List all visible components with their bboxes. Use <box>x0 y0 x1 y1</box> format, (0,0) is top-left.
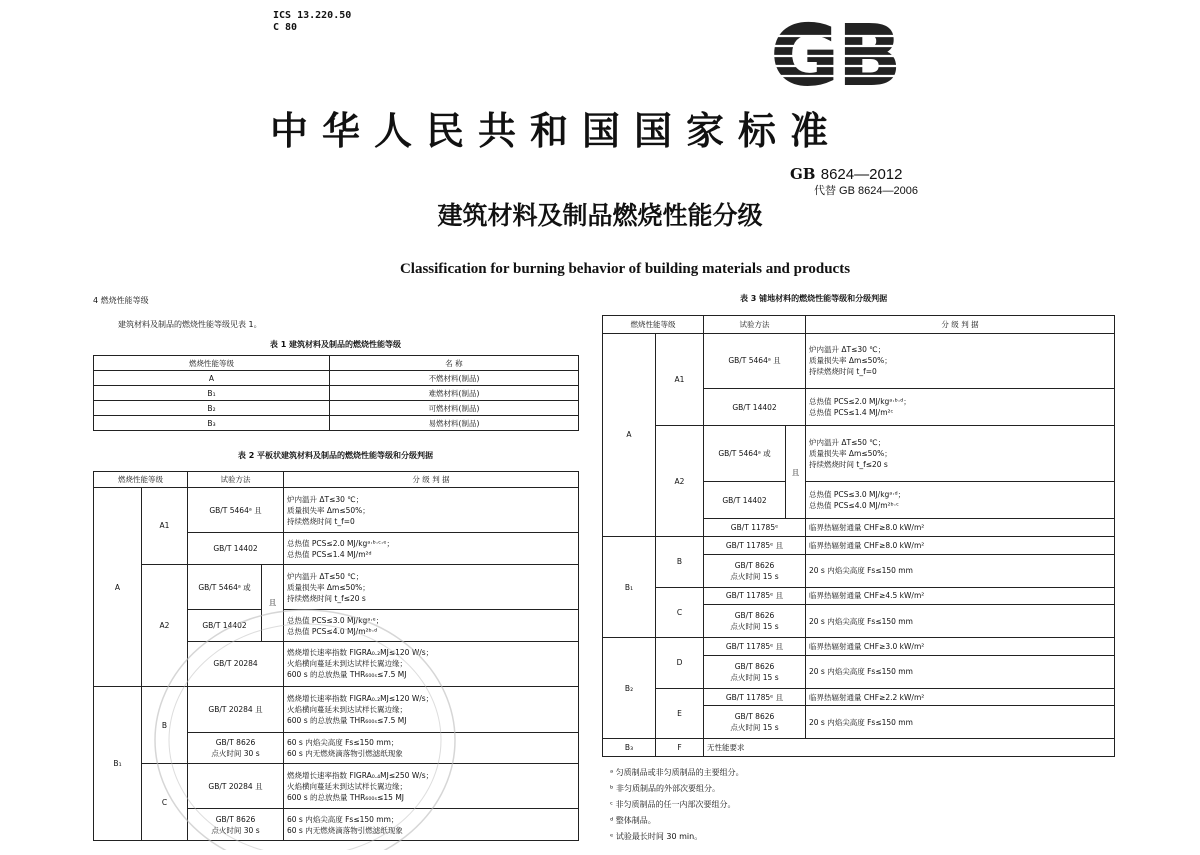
table-row <box>94 564 579 609</box>
and-cell: 且 <box>786 426 806 519</box>
footnote: ᵇ 非匀质制品的外部次要组分。 <box>610 784 720 793</box>
subgrade-cell: A2 <box>142 564 188 686</box>
footnote: ᵉ 试验最长时间 30 min。 <box>610 832 703 841</box>
table-row <box>94 764 579 809</box>
criteria-cell: 炉内温升 ΔT≤30 ℃； 质量损失率 Δm≤50%； 持续燃烧时间 t_f=0 <box>806 333 1115 389</box>
method-cell: GB/T 14402 <box>704 482 786 519</box>
table-cell: B₃ <box>94 416 330 431</box>
table-row <box>603 426 1115 482</box>
subgrade-cell: A1 <box>656 333 704 426</box>
criteria-cell: 60 s 内焰尖高度 Fs≤150 mm； 60 s 内无燃烧滴落物引燃滤纸现象 <box>284 732 579 764</box>
criteria-cell: 总热值 PCS≤2.0 MJ/kgᵃ·ᵇ·ᶜ·ᵉ； 总热值 PCS≤1.4 MJ/m²ᵈ <box>284 533 579 565</box>
gb-logo-text: GB <box>771 18 901 94</box>
subgrade-cell: B <box>656 536 704 587</box>
method-cell: GB/T 11785ᵉ 且 <box>704 688 806 706</box>
method-cell: GB/T 20284 且 <box>188 764 284 809</box>
footnote: ᶜ 非匀质制品的任一内部次要组分。 <box>610 800 736 809</box>
table3 <box>602 315 1115 757</box>
section-heading: 4 燃烧性能等级 <box>93 296 149 305</box>
method-cell: GB/T 8626 点火时间 15 s <box>704 655 806 688</box>
grade-cell: B₁ <box>603 536 656 637</box>
criteria-cell: 20 s 内焰尖高度 Fs≤150 mm <box>806 655 1115 688</box>
grade-cell: B₃ <box>603 739 656 757</box>
criteria-cell: 燃烧增长速率指数 FIGRA₀.₄MJ≤250 W/s； 火焰横向蔓延未到达试样长翼边缘； 600 s 的总放热量 THR₆₀₀ₛ≤15 MJ <box>284 764 579 809</box>
table2-caption: 表 2 平板状建筑材料及制品的燃烧性能等级和分级判据 <box>237 451 434 460</box>
grade-cell: B₁ <box>94 687 142 841</box>
table-row <box>603 638 1115 656</box>
subgrade-cell: E <box>656 688 704 739</box>
method-cell: GB/T 14402 <box>188 610 262 642</box>
criteria-cell: 总热值 PCS≤3.0 MJ/kgᵃ·ᵉ； 总热值 PCS≤4.0 MJ/m²ᵇ·ᵈ <box>284 610 579 642</box>
method-cell: GB/T 5464ᵃ 或 <box>188 564 262 609</box>
table-cell: B₁ <box>94 386 330 401</box>
method-cell: GB/T 11785ᵉ 且 <box>704 587 806 605</box>
method-cell: GB/T 5464ᵃ 或 <box>704 426 786 482</box>
grade-cell: A <box>603 333 656 536</box>
subgrade-cell: C <box>656 587 704 638</box>
table-row <box>603 536 1115 554</box>
table-cell: 易燃材料(制品) <box>330 416 579 431</box>
criteria-cell: 临界热辐射通量 CHF≥8.0 kW/m² <box>806 519 1115 537</box>
method-cell: GB/T 11785ᵉ <box>704 519 806 537</box>
method-cell: GB/T 20284 <box>188 641 284 686</box>
method-cell: GB/T 14402 <box>188 533 284 565</box>
standard-number <box>790 165 902 183</box>
subgrade-cell: A2 <box>656 426 704 536</box>
table-header-cell: 分 级 判 据 <box>284 472 579 488</box>
table-header-cell: 试验方法 <box>188 472 284 488</box>
table1 <box>93 355 579 431</box>
ccs-code: C 80 <box>273 22 298 33</box>
table-row <box>603 688 1115 706</box>
criteria-cell: 总热值 PCS≤2.0 MJ/kgᵃ·ᵇ·ᵈ； 总热值 PCS≤1.4 MJ/m²ᶜ <box>806 389 1115 426</box>
criteria-cell: 临界热辐射通量 CHF≥2.2 kW/m² <box>806 688 1115 706</box>
criteria-cell: 20 s 内焰尖高度 Fs≤150 mm <box>806 554 1115 587</box>
method-cell: GB/T 8626 点火时间 15 s <box>704 605 806 638</box>
subgrade-cell: D <box>656 638 704 689</box>
criteria-cell: 燃烧增长速率指数 FIGRA₀.₂MJ≤120 W/s； 火焰横向蔓延未到达试样长翼边缘； 600 s 的总放热量 THR₆₀₀ₛ≤7.5 MJ <box>284 687 579 732</box>
table-header-cell: 试验方法 <box>704 316 806 334</box>
table3-notes <box>610 765 744 845</box>
table-cell: 难燃材料(制品) <box>330 386 579 401</box>
criteria-cell: 炉内温升 ΔT≤50 ℃； 质量损失率 Δm≤50%； 持续燃烧时间 t_f≤20 s <box>284 564 579 609</box>
gb-logo <box>752 18 920 94</box>
grade-cell: B₂ <box>603 638 656 739</box>
table-header-row <box>94 356 579 371</box>
replaces-standard: 代替 GB 8624—2006 <box>814 185 918 197</box>
method-cell: GB/T 11785ᵉ 且 <box>704 536 806 554</box>
table-row <box>94 401 579 416</box>
method-cell: GB/T 20284 且 <box>188 687 284 732</box>
criteria-cell: 炉内温升 ΔT≤30 ℃； 质量损失率 Δm≤50%； 持续燃烧时间 t_f=0 <box>284 488 579 533</box>
subgrade-cell: C <box>142 764 188 841</box>
table-row <box>94 488 579 533</box>
table-header-row <box>603 316 1115 334</box>
document-title-cn: 建筑材料及制品燃烧性能分级 <box>437 201 763 230</box>
footnote: ᵈ 整体制品。 <box>610 816 656 825</box>
table-cell: B₂ <box>94 401 330 416</box>
document-title-en: Classification for burning behavior of building materials and products <box>399 261 851 277</box>
method-cell: GB/T 5464ᵃ 且 <box>188 488 284 533</box>
criteria-cell: 临界热辐射通量 CHF≥3.0 kW/m² <box>806 638 1115 656</box>
subgrade-cell: F <box>656 739 704 757</box>
method-cell: GB/T 11785ᵉ 且 <box>704 638 806 656</box>
method-cell: GB/T 8626 点火时间 15 s <box>704 554 806 587</box>
table-header-cell: 分 级 判 据 <box>806 316 1115 334</box>
table-header-cell: 名 称 <box>330 356 579 371</box>
criteria-cell: 临界热辐射通量 CHF≥4.5 kW/m² <box>806 587 1115 605</box>
table-header-cell: 燃烧性能等级 <box>603 316 704 334</box>
table-cell: 可燃材料(制品) <box>330 401 579 416</box>
table-header-row <box>94 472 579 488</box>
criteria-cell: 燃烧增长速率指数 FIGRA₀.₂MJ≤120 W/s； 火焰横向蔓延未到达试样长翼边缘； 600 s 的总放热量 THR₆₀₀ₛ≤7.5 MJ <box>284 641 579 686</box>
table-row <box>603 333 1115 389</box>
table-cell: 不燃材料(制品) <box>330 371 579 386</box>
table-header-cell: 燃烧性能等级 <box>94 356 330 371</box>
table2 <box>93 471 579 841</box>
table3-caption: 表 3 铺地材料的燃烧性能等级和分级判据 <box>740 294 888 303</box>
criteria-cell: 无性能要求 <box>704 739 1115 757</box>
table-row <box>94 386 579 401</box>
method-cell: GB/T 5464ᵃ 且 <box>704 333 806 389</box>
classification-codes <box>273 10 351 34</box>
section-intro: 建筑材料及制品的燃烧性能等级见表 1。 <box>118 320 262 329</box>
criteria-cell: 总热值 PCS≤3.0 MJ/kgᵃ·ᵈ； 总热值 PCS≤4.0 MJ/m²ᵇ·ᶜ <box>806 482 1115 519</box>
table-row <box>94 416 579 431</box>
table-row <box>603 739 1115 757</box>
table-cell: A <box>94 371 330 386</box>
table-row <box>94 371 579 386</box>
ics-code: ICS 13.220.50 <box>273 10 352 21</box>
standard-prefix: GB <box>790 165 816 183</box>
method-cell: GB/T 8626 点火时间 30 s <box>188 809 284 841</box>
national-standard-title: 中华人民共和国国家标准 <box>270 108 843 153</box>
criteria-cell: 20 s 内焰尖高度 Fs≤150 mm <box>806 605 1115 638</box>
grade-cell: A <box>94 488 142 687</box>
criteria-cell: 炉内温升 ΔT≤50 ℃； 质量损失率 Δm≤50%； 持续燃烧时间 t_f≤20 s <box>806 426 1115 482</box>
table-row <box>603 587 1115 605</box>
subgrade-cell: A1 <box>142 488 188 565</box>
standard-number-value: 8624—2012 <box>820 166 903 183</box>
subgrade-cell: B <box>142 687 188 764</box>
table1-caption: 表 1 建筑材料及制品的燃烧性能等级 <box>269 340 402 349</box>
method-cell: GB/T 8626 点火时间 15 s <box>704 706 806 739</box>
table-row <box>94 687 579 732</box>
method-cell: GB/T 8626 点火时间 30 s <box>188 732 284 764</box>
criteria-cell: 临界热辐射通量 CHF≥8.0 kW/m² <box>806 536 1115 554</box>
method-cell: GB/T 14402 <box>704 389 806 426</box>
criteria-cell: 20 s 内焰尖高度 Fs≤150 mm <box>806 706 1115 739</box>
and-cell: 且 <box>262 564 284 641</box>
footnote: ᵃ 匀质制品或非匀质制品的主要组分。 <box>610 768 744 777</box>
criteria-cell: 60 s 内焰尖高度 Fs≤150 mm； 60 s 内无燃烧滴落物引燃滤纸现象 <box>284 809 579 841</box>
table-header-cell: 燃烧性能等级 <box>94 472 188 488</box>
